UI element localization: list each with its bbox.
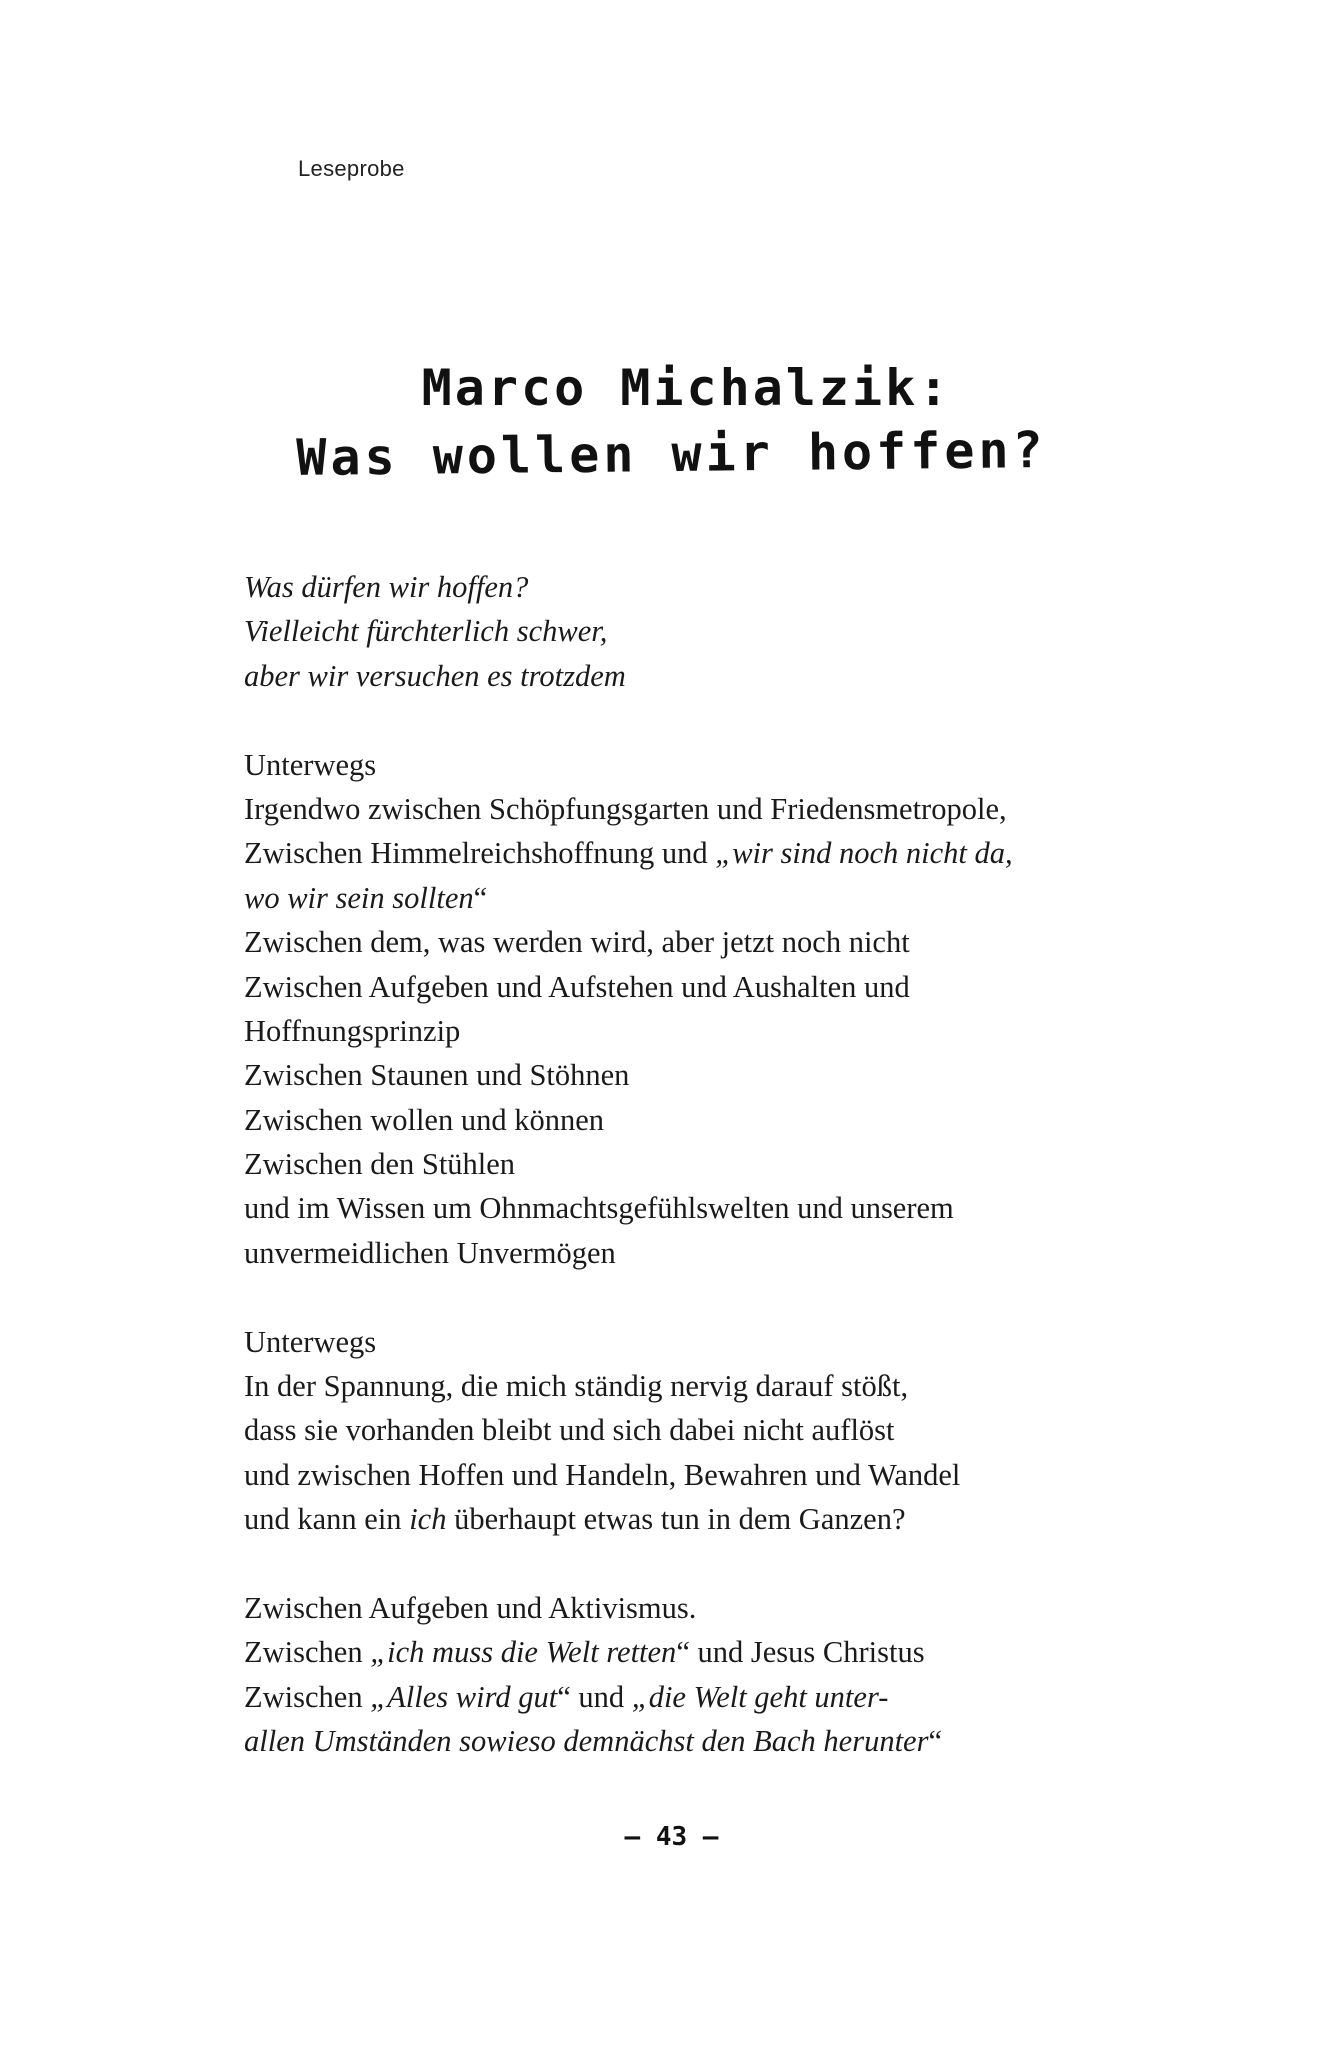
poem-line: Zwischen Staunen und Stöhnen: [244, 1058, 630, 1093]
page-number: – 43 –: [624, 1822, 719, 1852]
title-author: Marco Michalzik:: [421, 359, 952, 417]
poem-body: [244, 565, 1124, 1764]
page-title: [0, 355, 1343, 487]
poem-line: wo wir sein sollten“: [244, 880, 488, 915]
poem-line: Unterwegs: [244, 747, 377, 782]
poem-line: Unterwegs: [244, 1324, 377, 1359]
poem-line: unvermeidlichen Unvermögen: [244, 1235, 616, 1270]
header-label: Leseprobe: [298, 156, 405, 181]
stanza-break: [244, 698, 1124, 742]
poem-line: Hoffnungsprinzip: [244, 1013, 461, 1048]
poem-line: Zwischen „Alles wird gut“ und „die Welt geht unter-: [244, 1679, 889, 1714]
title-poem: Was wollen wir hoffen?: [296, 421, 1047, 487]
stanza-break: [244, 1542, 1124, 1586]
poem-line: Irgendwo zwischen Schöpfungsgarten und Friedensmetropole,: [244, 791, 1007, 826]
poem-line: aber wir versuchen es trotzdem: [244, 658, 626, 693]
poem-line: Zwischen Aufgeben und Aufstehen und Aushalten und: [244, 969, 910, 1004]
poem-line: Zwischen „ich muss die Welt retten“ und Jesus Christus: [244, 1635, 925, 1670]
stanza-break: [244, 1275, 1124, 1319]
poem-line: dass sie vorhanden bleibt und sich dabei nicht auflöst: [244, 1413, 895, 1448]
poem-line: und im Wissen um Ohnmachtsgefühlswelten und unserem: [244, 1191, 954, 1226]
poem-line: Vielleicht fürchterlich schwer,: [244, 614, 608, 649]
poem-line: und kann ein ich überhaupt etwas tun in dem Ganzen?: [244, 1502, 906, 1537]
poem-line: Was dürfen wir hoffen?: [244, 570, 529, 604]
poem-line: Zwischen Aufgeben und Aktivismus.: [244, 1590, 697, 1625]
poem-line: und zwischen Hoffen und Handeln, Bewahren und Wandel: [244, 1457, 961, 1492]
poem-line: Zwischen Himmelreichshoffnung und „wir sind noch nicht da,: [244, 836, 1013, 871]
poem-line: allen Umständen sowieso demnächst den Bach herunter“: [244, 1724, 942, 1759]
poem-line: In der Spannung, die mich ständig nervig darauf stößt,: [244, 1369, 909, 1404]
poem-line: Zwischen wollen und können: [244, 1102, 604, 1137]
poem-line: Zwischen dem, was werden wird, aber jetzt noch nicht: [244, 925, 910, 960]
poem-line: Zwischen den Stühlen: [244, 1147, 516, 1182]
